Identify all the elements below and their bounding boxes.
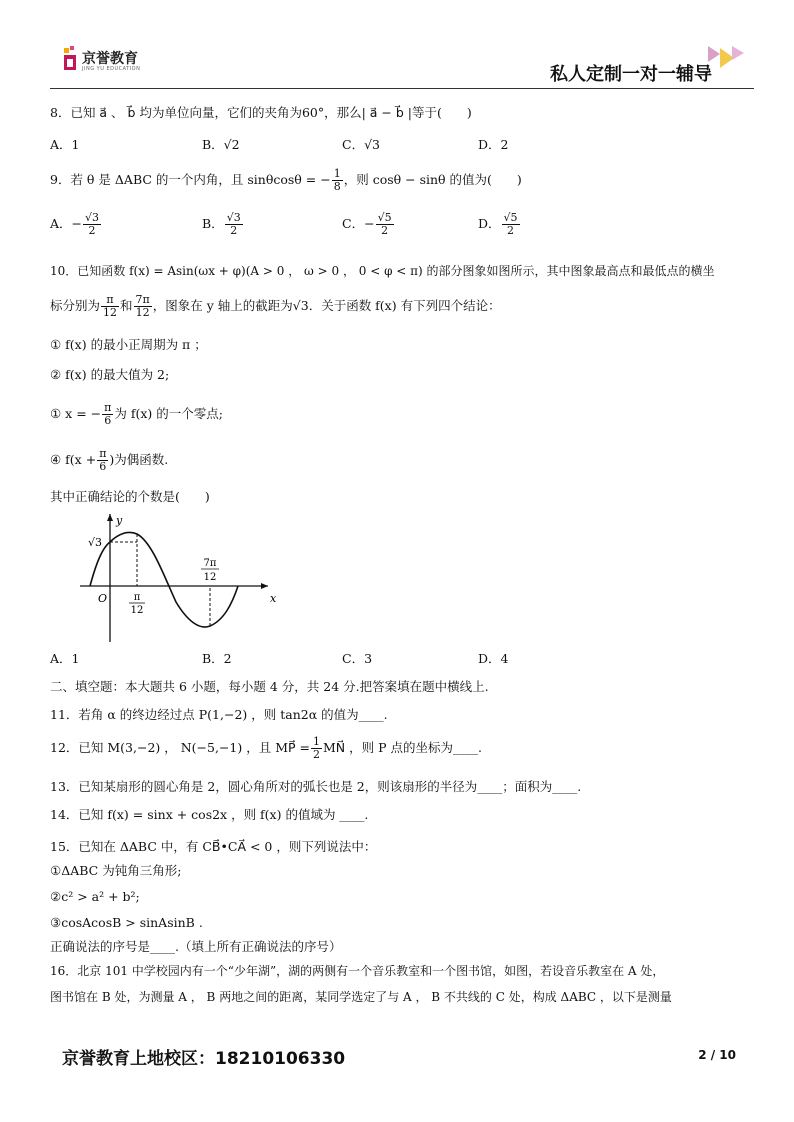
q10-conclusion-3 <box>50 402 223 427</box>
q10-c4-a: ④ f(x + <box>50 452 97 467</box>
q12-part-a: 12．已知 M(3,−2) ， N(−5,−1) ，且 MP⃗ = <box>50 740 310 755</box>
q10-option-d: D．4 <box>478 651 509 666</box>
q9-c-sign: − <box>364 216 375 231</box>
q10-f2-den: 12 <box>135 306 150 319</box>
q9-a-den: 2 <box>88 224 96 237</box>
q10-option-b: B．2 <box>202 651 232 666</box>
graph-tick1-num: π <box>133 592 141 603</box>
footer-campus-contact: 京誉教育上地校区：18210106330 <box>62 1049 346 1069</box>
q10-c3-num: π <box>104 401 112 414</box>
q9-d-num: √5 <box>503 211 518 224</box>
q9-c-label: C． <box>342 216 365 231</box>
q9-fraction <box>332 168 343 193</box>
q9-a-num: √3 <box>85 211 100 224</box>
q9-option-a <box>50 212 102 237</box>
q10-line2-a: 标分别为 <box>50 298 101 313</box>
q12-stem <box>50 736 482 761</box>
q10-ask: 其中正确结论的个数是( ) <box>50 489 210 504</box>
q10-c3-frac <box>102 402 113 427</box>
q8-option-b: B．√2 <box>202 137 240 152</box>
q10-c3-a: ① x = − <box>50 406 102 421</box>
q10-option-a: A．1 <box>50 651 80 666</box>
q10-frac2 <box>134 294 152 319</box>
q9-option-c <box>342 212 395 237</box>
q15-ask: 正确说法的序号是____.（填上所有正确说法的序号） <box>50 939 342 954</box>
q9-b-num: √3 <box>226 211 241 224</box>
q9-d-label: D． <box>478 216 501 231</box>
q9-option-b <box>202 212 244 237</box>
q10-conclusion-4 <box>50 448 168 473</box>
q9-c-den: 2 <box>381 224 389 237</box>
header-slogan: 私人定制一对一辅导 <box>550 64 712 85</box>
decor-triangles-icon <box>706 44 746 74</box>
q10-c4-num: π <box>99 447 107 460</box>
page-number: 2 / 10 <box>698 1048 736 1062</box>
q14-stem: 14．已知 f(x) = sinx + cos2x ，则 f(x) 的值域为 ____. <box>50 807 369 822</box>
logo-name: 京誉教育 <box>82 51 138 67</box>
q8-stem: 8．已知 a⃗ 、 b⃗ 均为单位向量，它们的夹角为60°，那么| a⃗ − b⃗ |等于( ) <box>50 105 472 120</box>
q9-stem <box>50 168 522 193</box>
q9-d-den: 2 <box>507 224 515 237</box>
q9-c-num: √5 <box>377 211 392 224</box>
q11-stem: 11．若角 α 的终边经过点 P(1,−2) ，则 tan2α 的值为____. <box>50 707 388 722</box>
logo-subtitle: JING YU EDUCATION <box>82 66 141 72</box>
q10-c3-den: 6 <box>104 414 112 427</box>
graph-x-label: x <box>270 592 277 605</box>
q10-f2-num: 7π <box>135 293 150 306</box>
q10-f1-den: 12 <box>103 306 118 319</box>
q15-stem: 15．已知在 ΔABC 中，有 CB⃗•CA⃗ < 0 ，则下列说法中： <box>50 839 377 854</box>
graph-tick2-den: 12 <box>203 572 217 583</box>
q8-option-a: A．1 <box>50 137 80 152</box>
q9-stem-part-a: 9．若 θ 是 ΔABC 的一个内角，且 sinθcosθ = − <box>50 172 331 187</box>
q9-a-sign: − <box>71 216 83 231</box>
graph-tick2-num: 7π <box>203 558 217 569</box>
q10-line2-c: ，图象在 y 轴上的截距为√3．关于函数 f(x) 有下列四个结论： <box>152 298 501 313</box>
q10-sine-graph <box>80 514 280 644</box>
q9-option-d <box>478 212 521 237</box>
q8-option-c: C．√3 <box>342 137 380 152</box>
q15-statement-2: ②c² > a² + b²; <box>50 889 140 904</box>
q10-conclusion-2: ② f(x) 的最大值为 2; <box>50 367 170 382</box>
q9-b-den: 2 <box>230 224 238 237</box>
header-divider <box>50 88 754 89</box>
q12-frac-num: 1 <box>312 735 320 748</box>
graph-origin-label: O <box>98 592 108 605</box>
q9-frac-num: 1 <box>333 167 341 180</box>
q10-c4-den: 6 <box>99 460 107 473</box>
q9-d-frac <box>502 212 520 237</box>
q10-option-c: C．3 <box>342 651 373 666</box>
graph-y-label: y <box>116 514 123 527</box>
brand-logo <box>62 40 172 80</box>
q10-conclusion-1: ① f(x) 的最小正周期为 π ； <box>50 337 207 352</box>
q10-c4-frac <box>97 448 108 473</box>
q10-c4-b: )为偶函数. <box>109 452 169 467</box>
graph-intercept-label: √3 <box>88 536 103 549</box>
q9-a-frac <box>83 212 101 237</box>
q12-frac-den: 2 <box>312 748 320 761</box>
q9-b-frac <box>225 212 243 237</box>
q10-f1-num: π <box>101 294 119 307</box>
logo-mark-icon <box>62 46 80 72</box>
q8-option-d: D．2 <box>478 137 509 152</box>
q10-line2-b: 和 <box>120 298 133 313</box>
graph-tick1-den: 12 <box>130 605 144 616</box>
section-2-heading: 二、填空题：本大题共 6 小题，每小题 4 分，共 24 分.把答案填在题中横线上. <box>50 679 489 694</box>
q15-statement-1: ①ΔABC 为钝角三角形; <box>50 863 182 878</box>
q16-line1: 16．北京 101 中学校园内有一个“少年湖”，湖的两侧有一个音乐教室和一个图书馆，如图，若设音乐教室在 A 处， <box>50 964 665 978</box>
q10-line1: 10．已知函数 f(x) = Asin(ωx + φ)(A > 0 ， ω > 0 ， 0 < φ < π) 的部分图象如图所示，其中图象最高点和最低点的横坐 <box>50 264 715 278</box>
q9-stem-part-b: ，则 cosθ − sinθ 的值为( ) <box>343 172 522 187</box>
q12-part-b: MN⃗ ，则 P 点的坐标为____. <box>322 740 482 755</box>
q13-stem: 13．已知某扇形的圆心角是 2，圆心角所对的弧长也是 2，则该扇形的半径为____；面积为____. <box>50 779 582 794</box>
q12-fraction <box>311 736 322 761</box>
q9-frac-den: 8 <box>333 180 341 193</box>
q15-statement-3: ③cosAcosB > sinAsinB . <box>50 915 203 930</box>
q9-b-label: B． <box>202 216 224 231</box>
q9-c-frac <box>376 212 394 237</box>
q10-frac1 <box>101 294 119 319</box>
q10-line2 <box>50 294 501 319</box>
q10-c3-b: 为 f(x) 的一个零点; <box>114 406 223 421</box>
q9-a-label: A． <box>50 216 72 231</box>
q16-line2: 图书馆在 B 处，为测量 A ， B 两地之间的距离，某同学选定了与 A ， B 不共线的 C 处，构成 ΔABC ，以下是测量 <box>50 990 672 1004</box>
